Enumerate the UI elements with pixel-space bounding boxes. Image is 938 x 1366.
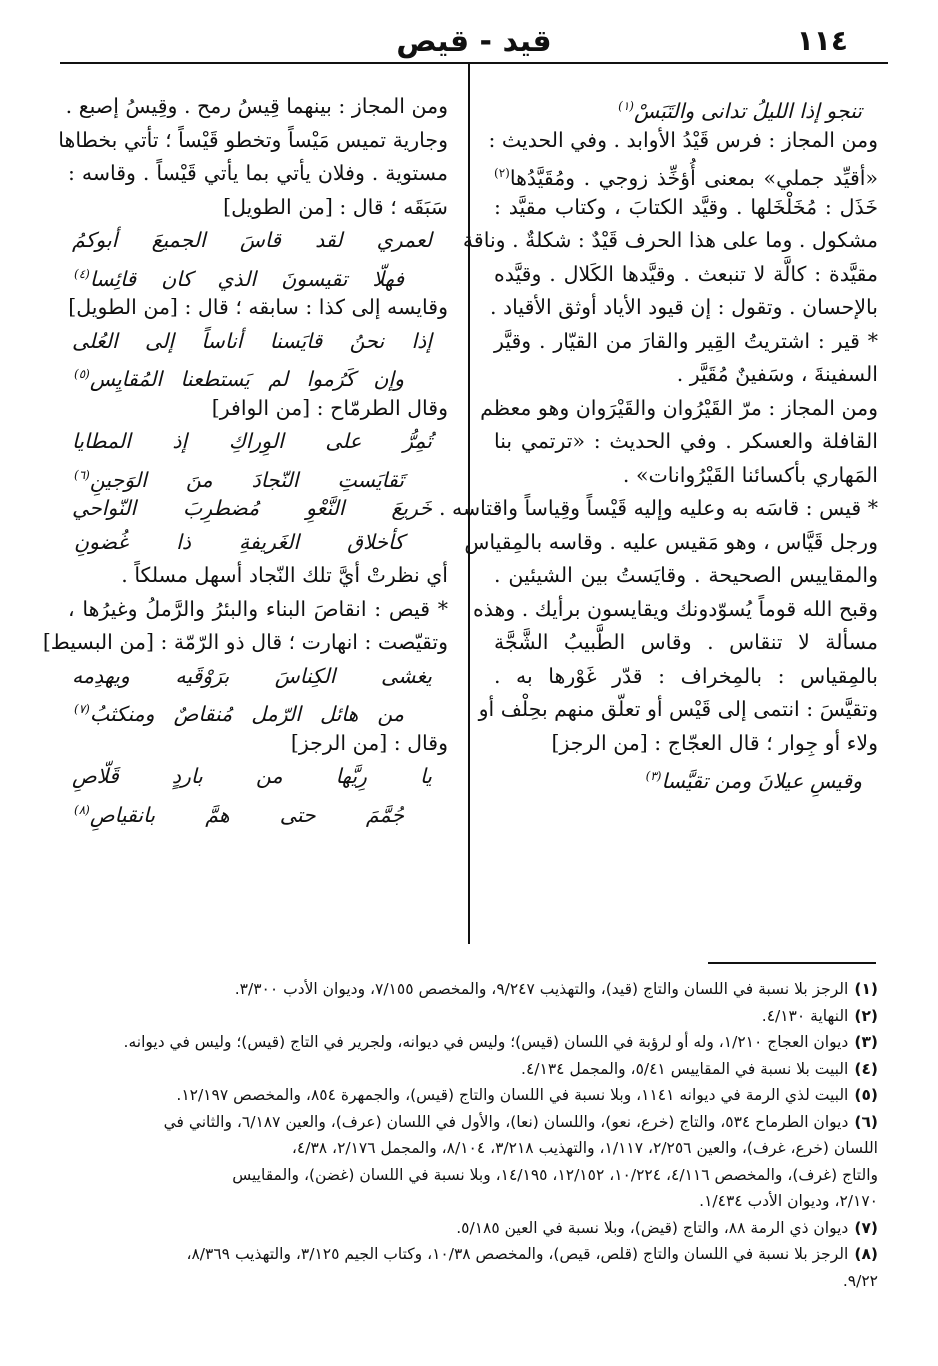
text-line-content: ومن المجاز : بينهما قِيسُ رمح . وقِيسُ إصبع .	[65, 94, 448, 118]
text-line	[68, 660, 448, 694]
footnote-text: ٢/١٧٠، وديوان الأدب ١/٤٣٤.	[699, 1192, 878, 1210]
text-line-content: ورجل قَيَّاس ، وهو مَقيس عليه . وقاسه بالمِقياس	[464, 529, 878, 554]
text-line-content: فهلّا تقيسونَ الذي كان قائِسا	[89, 266, 404, 291]
text-line-content: يا رِيَّها من باردٍ قَلّاصِ	[72, 764, 432, 788]
text-line-content: لعمري لقد قاسَ الجميعَ أبوكمُ	[72, 228, 432, 252]
text-line	[68, 157, 448, 191]
text-line-content: * قيص : انقاصَ البناء والبئرُ والرَّملُ وغيرُها ،	[68, 596, 448, 621]
text-line	[480, 392, 878, 426]
text-line-content: * قير : اشتريتُ القِير والقارَ من القيّار . وقيَّر	[494, 328, 878, 353]
text-line	[68, 526, 448, 560]
text-line	[68, 224, 448, 258]
footnote-text: ديوان العجاج ١/٢١٠، وله أو لرؤبة في اللسان (قيس)؛ وليس في ديوانه، ولجرير في التاج (قيس)؛ وليس في ديوانه.	[123, 1033, 849, 1051]
text-line-content: ومن المجاز : فرس قَيْدُ الأوابد . وفي الحديث :	[488, 127, 878, 152]
text-line-content: وقال الطرمّاح : [من الوافر]	[211, 395, 448, 420]
page-header	[60, 18, 888, 58]
text-line	[68, 258, 448, 292]
text-line-content: والمقاييس الصحيحة . وقايَستُ بين الشيئين .	[494, 563, 878, 587]
footnote-text: اللسان (خرع، غرف)، والعين ٢/٢٥٦، ١/١١٧، والتهذيب ٣/٢١٨، ٨/١٠٤، والمجمل ٢/١٧٦، ٤/٣٨،	[291, 1139, 878, 1157]
footnote-marker: (١)	[618, 99, 634, 113]
page-number: ١١٤	[796, 24, 848, 57]
footnote-line	[66, 1135, 878, 1162]
footnote-line	[66, 1109, 878, 1136]
footnote-line	[66, 1029, 878, 1056]
footnote-text: النهاية ٤/١٣٠.	[761, 1006, 849, 1025]
text-line-content: المَهاري بأكسائنا القَيْرُوانات» .	[622, 462, 878, 487]
text-line	[68, 325, 448, 359]
text-line	[489, 291, 878, 325]
footnote-text: البيت لذي الرمة في ديوانه ١١٤١، وبلا نسبة في اللسان والتاج (قيس)، والجمهرة ٨٥٤، والمخصص ١٢/١٩٧.	[176, 1086, 849, 1104]
text-line-content: ومن المجاز : مرّ القَيْرُوان والقَيْرَوان وهو معظم	[480, 395, 878, 420]
text-line-content: «أقيِّد جملي» بمعنى أُؤخِّذ زوجي . ومُقَيَّدُها	[509, 165, 878, 190]
footnote-marker: (٣)	[645, 769, 662, 783]
text-line-content: القافلة والعسكر . وفي الحديث : «ترتمي بنا	[494, 429, 878, 453]
footnote-text: الرجز بلا نسبة في اللسان والتاج (قيد)، والتهذيب ٩/٢٤٧، والمخصص ٧/١٥٥، وديوان الأدب ٣/٣٠٠.	[234, 980, 849, 998]
text-line-content: إذا نحنُ قايَسنا أناساً إلى العُلى	[72, 328, 432, 353]
footnote-marker: (٨)	[74, 802, 90, 817]
text-line-content: من هائل الرّمل مُنقاصٌ ومنكثبُ	[89, 701, 404, 726]
text-line	[494, 157, 878, 191]
footnote-line	[66, 1188, 878, 1215]
text-line-content: وإن كَرُموا لم يَستطعنا المُقايِس	[89, 366, 404, 391]
footnote-line	[66, 1162, 878, 1189]
text-line-content: * قيس : قاسَه به وعليه وإليه قَيْساً وقِياساً واقتاسه .	[438, 496, 878, 520]
text-line	[68, 358, 448, 392]
footnote-number: (٦)	[854, 1112, 878, 1131]
footnote-line	[66, 1215, 878, 1242]
text-line-content: وتقيّصت : انهارت ؛ قال ذو الرّمّة : [من البسيط]	[42, 630, 448, 654]
text-line	[494, 459, 878, 493]
footnote-line	[66, 1082, 878, 1109]
footnote-line	[66, 1056, 878, 1083]
text-line-content: وقايسه إلى كذا : سابقه ؛ قال : [من الطويل]	[68, 295, 448, 319]
text-line	[494, 191, 878, 225]
text-line-content: خَريعَ النَّعْوِ مُضطرِبَ النّواحي	[72, 496, 432, 520]
text-line	[68, 191, 448, 225]
text-line	[68, 492, 448, 526]
text-line	[68, 760, 448, 794]
text-line-content: يغشى الكِناسَ برَوْقَيه ويهدِمه	[72, 663, 432, 688]
text-line	[494, 626, 878, 660]
footnote-text: ٩/٢٢.	[842, 1271, 878, 1290]
footnote-marker: (٦)	[74, 467, 90, 482]
text-line-content: السفينةَ ، وسَفينٌ مُقَيَّر .	[676, 362, 878, 386]
text-line-content: وقيسِ عيلانَ ومن تقيَّسا	[661, 768, 862, 793]
text-line	[68, 425, 448, 459]
header-rule	[60, 62, 888, 64]
text-line	[464, 526, 878, 560]
text-line	[438, 492, 878, 526]
footnote-text: ديوان الطرماح ٥٣٤، والتاج (خرع، نعو)، واللسان (نعا)، والأول في اللسان (عرف)، والعين ٦/١٨٧، والثاني في	[163, 1112, 849, 1131]
text-line-content: كأخلاق الغَريفةِ ذا غُضونِ	[74, 529, 404, 554]
text-line-content: وتقيَّسَ : انتمى إلى قَيْس أو تعلّق منهم بحِلْف أو	[478, 697, 878, 721]
footnote-number: (٨)	[854, 1245, 878, 1263]
footnote-line	[66, 1003, 878, 1030]
text-line	[494, 90, 878, 124]
text-line	[494, 325, 878, 359]
text-line	[494, 727, 878, 761]
text-line	[494, 358, 878, 392]
footnote-line	[66, 976, 878, 1003]
text-line	[68, 593, 448, 627]
text-line	[58, 124, 448, 158]
footnote-marker: (٥)	[74, 367, 90, 381]
footnote-marker: (٤)	[74, 266, 90, 281]
text-line-content: تنجو إذا الليلُ تدانى والتَبَسْ	[633, 98, 862, 123]
text-line	[65, 90, 448, 124]
text-line	[488, 124, 878, 158]
text-line	[494, 258, 878, 292]
text-line-content: مستوية . وفلان يأتي بما يأتي قَيْساً . وقاسه :	[68, 161, 448, 185]
text-line	[494, 425, 878, 459]
text-line-content: تَقايَستِ النّجادَ منَ الوَجينِ	[89, 467, 404, 492]
text-line	[494, 559, 878, 593]
text-line-content: وقبح الله قوماً يُسوّدونك ويقايسون برأيك . وهذه	[473, 596, 878, 621]
text-line	[478, 693, 878, 727]
footnotes	[66, 976, 878, 1294]
text-line-content: جُمَّمَ حتى همَّ بانقياصِ	[89, 802, 404, 827]
text-line-content: مشكول . وما على هذا الحرف قَيْدٌ : شكلةٌ . وناقة	[462, 228, 878, 252]
text-line-content: خَذَل : مُخَلْخَلها . وقيَّد الكتابَ ، وكتاب مقيَّد :	[494, 194, 878, 219]
text-line-content: أي نظرتْ أيَّ تلك النّجاد أسهل مسلكاً .	[121, 563, 448, 587]
footnote-text: ديوان ذي الرمة ٨٨، والتاج (قيض)، وبلا نسبة في العين ٥/١٨٥.	[456, 1218, 849, 1237]
text-line	[42, 626, 448, 660]
text-line	[68, 693, 448, 727]
text-line	[68, 392, 448, 426]
text-line	[68, 559, 448, 593]
text-line	[473, 593, 878, 627]
text-line-content: تُمِرُّ على الوِراكِ إذ المطايا	[72, 429, 432, 453]
footnote-number: (٧)	[854, 1218, 878, 1237]
footnote-number: (٥)	[854, 1086, 878, 1104]
left-column	[42, 90, 448, 827]
text-line	[494, 760, 878, 794]
text-line	[68, 459, 448, 493]
text-line	[68, 794, 448, 828]
footnote-text: والتاج (غرف)، والمخصص ٤/١١٦، ١٠/٢٢٤، ١٢/١٥٢، ١٤/١٩٥، وبلا نسبة في اللسان (غضن)، والمقاييس	[232, 1165, 878, 1184]
text-line-content: وجارية تميس مَيْساً وتخطو قَيْساً ؛ تأتي بخطاها	[58, 127, 448, 152]
running-title: قيد - قيص	[396, 24, 552, 59]
footnote-number: (٤)	[854, 1059, 878, 1078]
footnote-text: البيت بلا نسبة في المقاييس ٥/٤١، والمجمل ٤/١٣٤.	[521, 1059, 849, 1078]
text-line-content: سَبَقَه ؛ قال : [من الطويل]	[223, 194, 448, 219]
text-line	[494, 660, 878, 694]
footnote-line	[66, 1268, 878, 1295]
text-line-content: ولاء أو جِوار ؛ قال العجّاج : [من الرجز]	[551, 730, 878, 755]
text-line	[68, 291, 448, 325]
footnote-rule	[708, 962, 876, 964]
right-column	[438, 90, 878, 794]
footnote-number: (٣)	[854, 1033, 878, 1051]
text-line-content: بالمِقياس : بالمِخراف : قدّر غَوْرها به .	[494, 663, 878, 688]
footnote-marker: (٢)	[494, 166, 510, 180]
footnote-number: (٢)	[854, 1006, 878, 1025]
text-line-content: بالإحسان . وتقول : إن قيود الأياد أوثق الأقياد .	[489, 295, 878, 319]
footnote-text: الرجز بلا نسبة في اللسان والتاج (قلص، قيص)، والمخصص ١٠/٣٨، وكتاب الجيم ٣/١٢٥، والتهذيب ٨/٣٦٩،	[186, 1245, 849, 1263]
text-line-content: وقال : [من الرجز]	[290, 730, 448, 755]
text-line	[462, 224, 878, 258]
footnote-number: (١)	[854, 980, 878, 998]
text-line-content: مسألة لا تنقاس . وقاس الطَّبيبُ الشَّجَّة	[494, 630, 878, 654]
text-line-content: مقيَّدة : كالَّة لا تنبعث . وقيَّدها الكَلال . وقيَّده	[494, 261, 878, 286]
text-line	[68, 727, 448, 761]
footnote-marker: (٧)	[74, 702, 90, 716]
footnote-line	[66, 1241, 878, 1268]
